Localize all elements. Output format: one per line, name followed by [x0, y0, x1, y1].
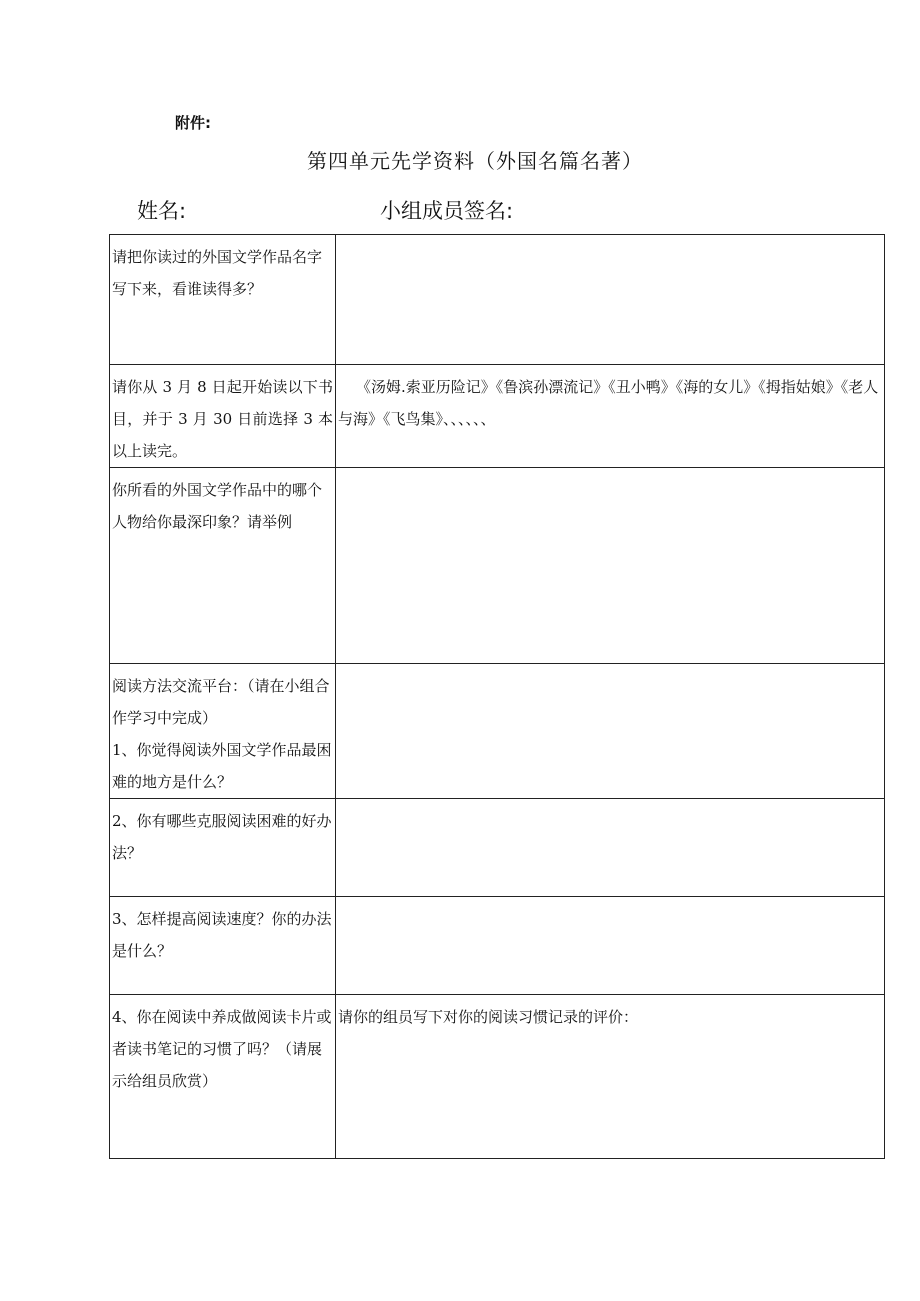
answer-cell[interactable]	[336, 799, 885, 897]
answer-cell[interactable]	[336, 664, 885, 799]
table-row	[110, 897, 885, 995]
question-cell	[110, 664, 336, 799]
question-cell: 3、怎样提高阅读速度？你的办法是什么？	[110, 897, 336, 995]
table-row	[110, 799, 885, 897]
question-cell: 请把你读过的外国文学作品名字写下来，看谁读得多？	[110, 235, 336, 365]
book-list-cell: 《汤姆.索亚历险记》《鲁滨孙漂流记》《丑小鸭》《海的女儿》《拇指姑娘》《老人与海》《飞鸟集》、、、、、、	[336, 365, 885, 468]
table-row	[110, 235, 885, 365]
question-text: 1、你觉得阅读外国文学作品最困难的地方是什么？	[112, 741, 332, 791]
question-cell: 2、你有哪些克服阅读困难的好办法？	[110, 799, 336, 897]
question-cell: 请你从 3 月 8 日起开始读以下书目，并于 3 月 30 日前选择 3 本以上读完。	[110, 365, 336, 468]
answer-cell[interactable]	[336, 468, 885, 664]
table-row	[110, 365, 885, 468]
peer-evaluation-cell[interactable]: 请你的组员写下对你的阅读习惯记录的评价：	[336, 995, 885, 1159]
answer-cell[interactable]	[336, 897, 885, 995]
question-cell: 你所看的外国文学作品中的哪个人物给你最深印象？请举例	[110, 468, 336, 664]
table-row	[110, 995, 885, 1159]
name-label: 姓名:	[137, 199, 187, 223]
study-worksheet-table	[109, 234, 885, 1159]
document-title: 第四单元先学资料（外国名篇名著）	[307, 149, 643, 173]
question-cell: 4、你在阅读中养成做阅读卡片或者读书笔记的习惯了吗？（请展示给组员欣赏）	[110, 995, 336, 1159]
table-row	[110, 468, 885, 664]
answer-cell[interactable]	[336, 235, 885, 365]
reading-methods-heading: 阅读方法交流平台：（请在小组合作学习中完成）	[112, 677, 330, 727]
table-row	[110, 664, 885, 799]
attachment-label: 附件:	[175, 114, 211, 132]
members-signature-label: 小组成员签名:	[380, 199, 514, 223]
